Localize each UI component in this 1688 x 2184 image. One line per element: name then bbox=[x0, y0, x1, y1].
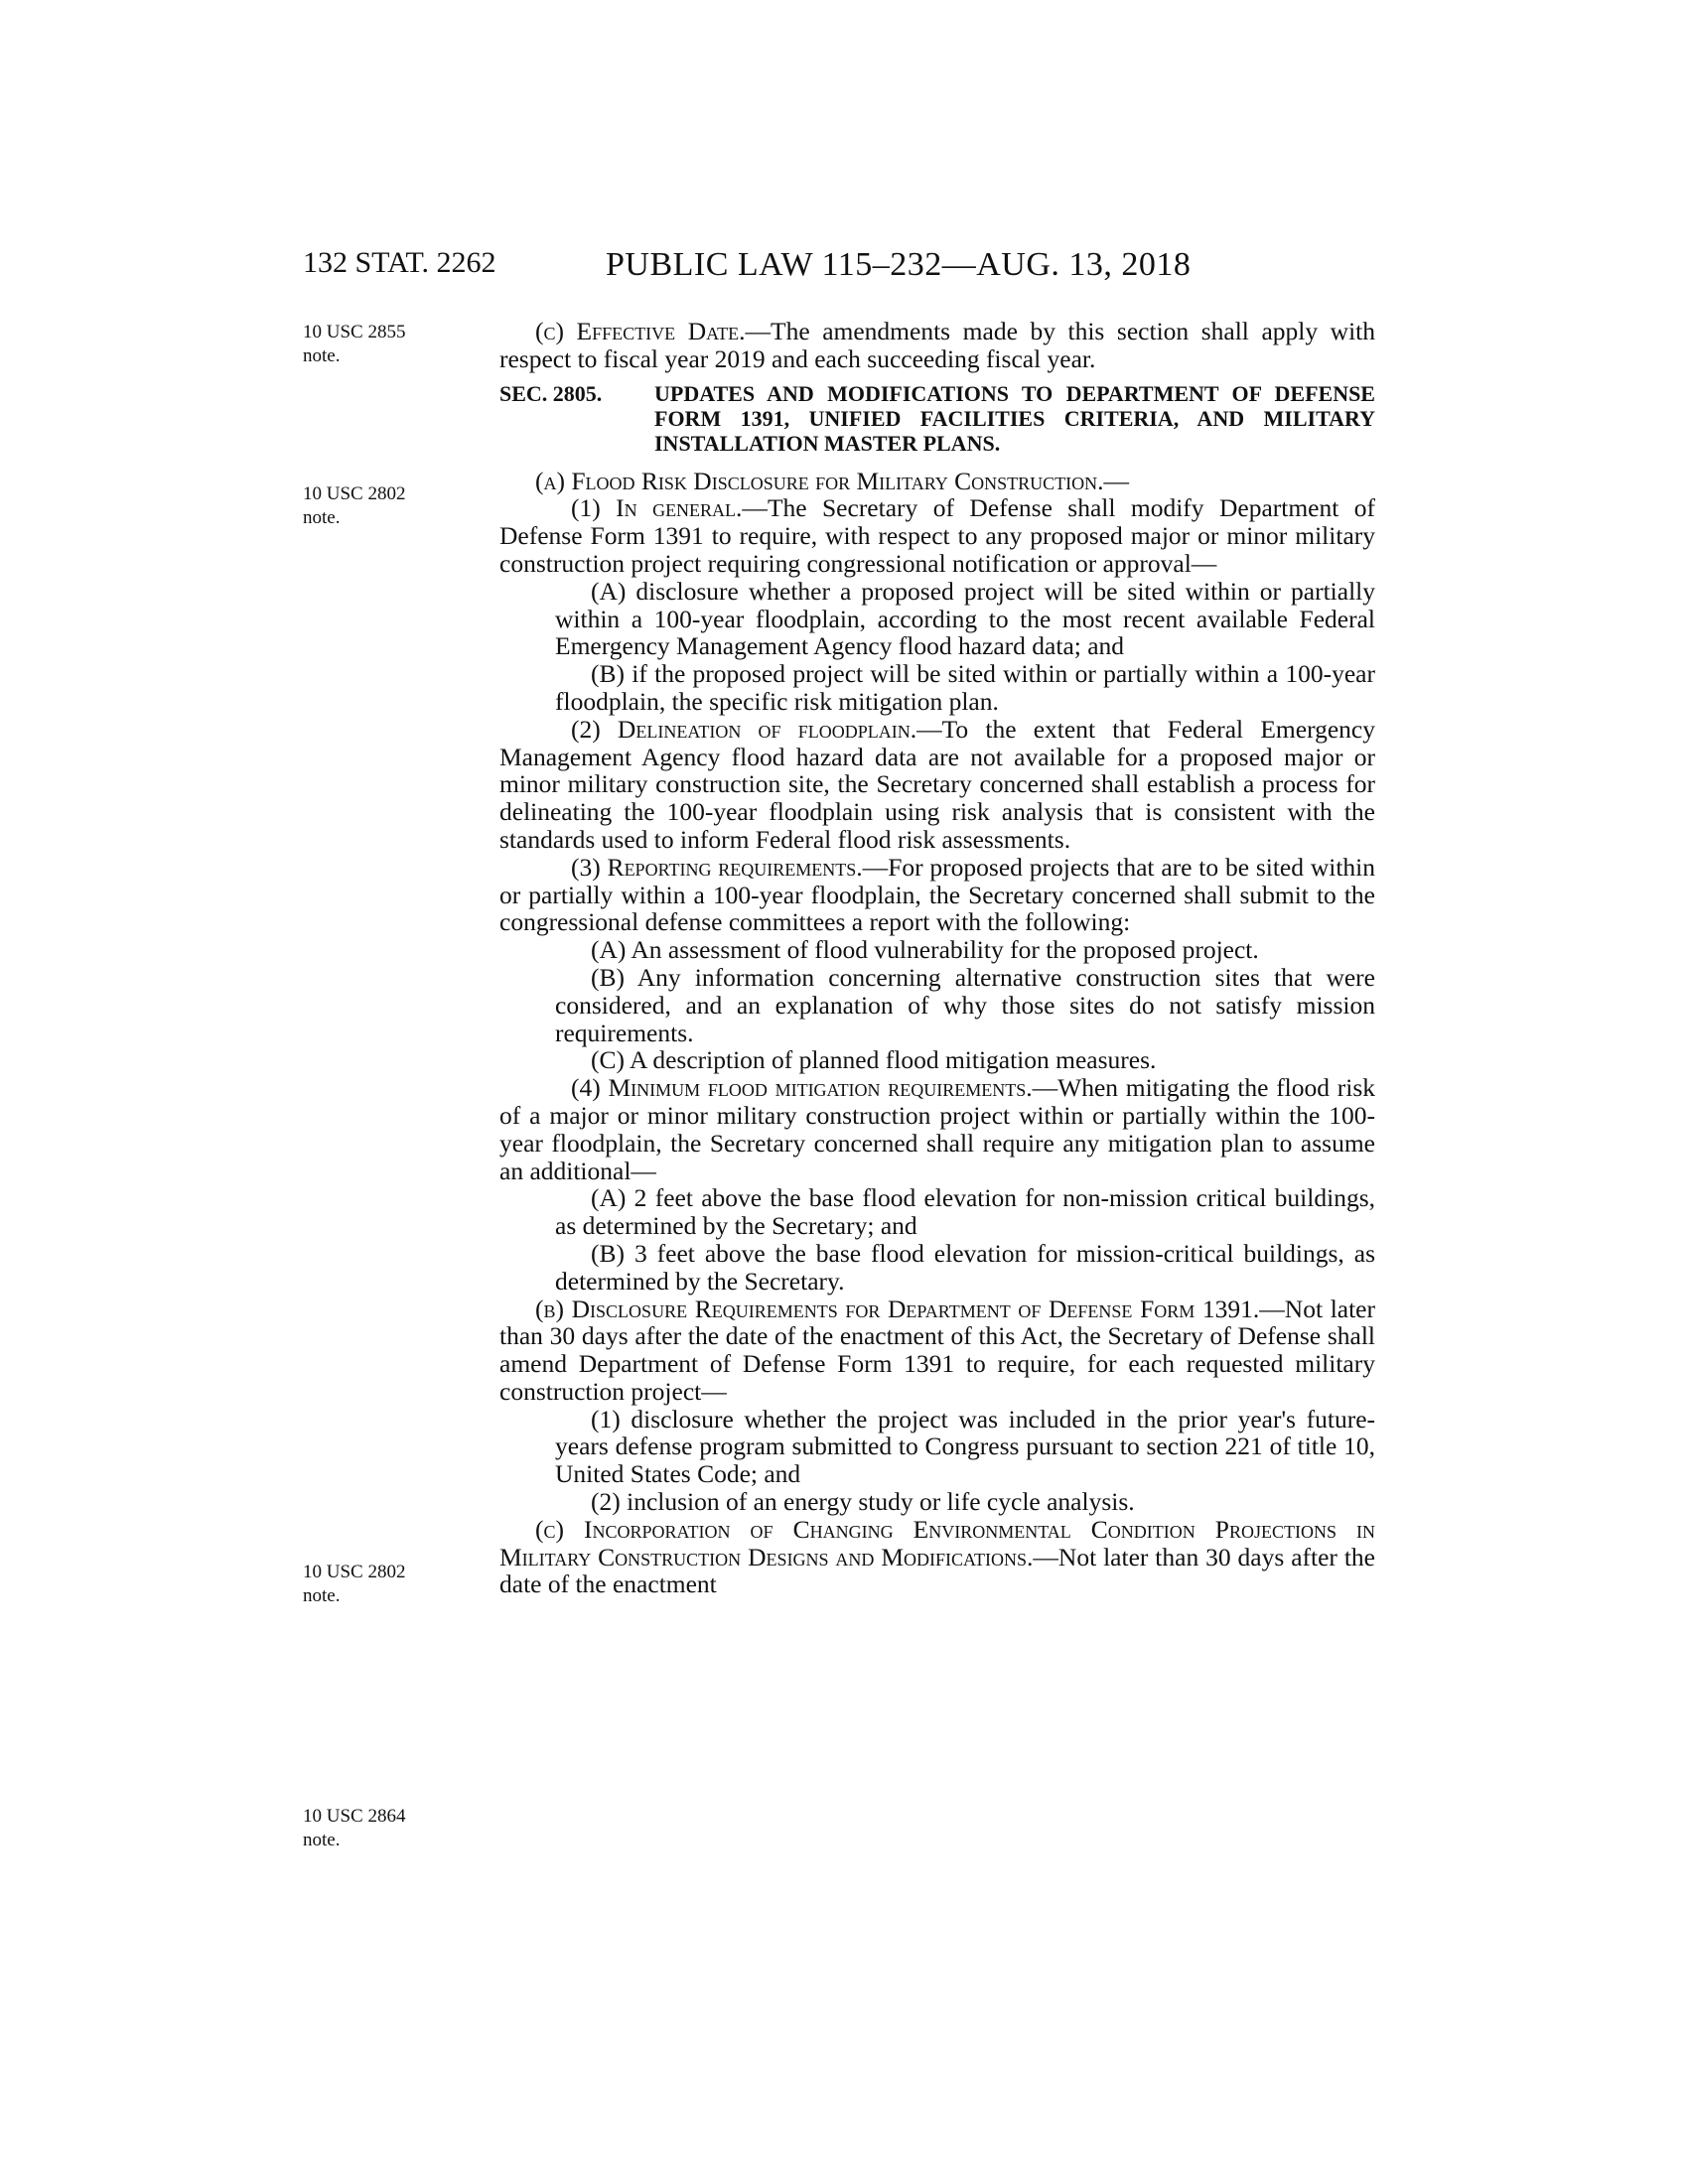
paragraph-b2: (2) inclusion of an energy study or life cycle analysis. bbox=[591, 1487, 1135, 1517]
paragraph-b1: (1) disclosure whether the project was included in the prior year's future-years defense program submitted to Congress pursuant to section 221 of title 10, United States Code; and bbox=[555, 1404, 1375, 1489]
paragraph-text: For proposed projects that are to be sited within or partially within a 100-year floodplain, the Secretary concerned shall submit to the congressional defense committees a report with the following: bbox=[499, 852, 1375, 937]
paragraph-heading: (c) Incorporation of Changing Environmental Condition Projections in Military Construction Designs and Modifications.— bbox=[499, 1514, 1375, 1571]
margin-note-citation: 10 USC 2802 bbox=[303, 483, 406, 504]
margin-note bbox=[303, 482, 452, 530]
paragraph-heading: (1) In general.— bbox=[571, 493, 768, 523]
margin-note-suffix: note. bbox=[303, 345, 341, 366]
paragraph-heading: (a) Flood Risk Disclosure for Military Construction.— bbox=[535, 466, 1129, 495]
paragraph-text: The Secretary of Defense shall modify Department of Defense Form 1391 to require, with respect to any proposed major or minor military construction project requiring congressional notification or approval— bbox=[499, 493, 1376, 578]
paragraph-heading: (3) Reporting requirements.— bbox=[571, 852, 889, 882]
margin-note bbox=[303, 1805, 452, 1852]
clause-a4A: (A) 2 feet above the base flood elevation for non-mission critical buildings, as determined by the Secretary; and bbox=[555, 1183, 1375, 1241]
paragraph-heading: (4) Minimum flood mitigation requirements.— bbox=[571, 1073, 1058, 1103]
page-title: PUBLIC LAW 115–232—AUG. 13, 2018 bbox=[606, 246, 1192, 283]
paragraph-heading: (b) Disclosure Requirements for Department of Defense Form 1391.— bbox=[535, 1294, 1285, 1323]
clause-a1A: (A) disclosure whether a proposed project will be sited within or partially within a 100-year floodplain, according to the most recent available Federal Emergency Management Agency flood hazard data; and bbox=[555, 576, 1375, 661]
paragraph-text: Not later than 30 days after the date of the enactment bbox=[499, 1542, 1375, 1599]
paragraph-heading: (2) Delineation of floodplain.— bbox=[571, 714, 942, 744]
paragraph-a3 bbox=[499, 854, 1375, 936]
subsection-b bbox=[499, 1296, 1375, 1406]
paragraph-a2 bbox=[499, 716, 1375, 854]
subsection-a-heading bbox=[499, 468, 1375, 495]
paragraph-c-effective-date bbox=[499, 318, 1375, 373]
margin-note-suffix: note. bbox=[303, 1585, 341, 1606]
margin-note-citation: 10 USC 2802 bbox=[303, 1562, 406, 1582]
clause-a4B: (B) 3 feet above the base flood elevation for mission-critical buildings, as determined by the Secretary. bbox=[555, 1238, 1375, 1296]
paragraph-a1 bbox=[499, 494, 1375, 577]
subsection-c bbox=[499, 1516, 1375, 1598]
section-number: SEC. 2805. bbox=[499, 380, 603, 406]
margin-note bbox=[303, 1561, 452, 1608]
margin-note-suffix: note. bbox=[303, 507, 341, 528]
paragraph-heading: (c) Effective Date.— bbox=[535, 317, 771, 345]
clause-a3C: (C) A description of planned flood mitigation measures. bbox=[591, 1045, 1157, 1075]
section-title: UPDATES AND MODIFICATIONS TO DEPARTMENT OF DEFENSE FORM 1391, UNIFIED FACILITIES CRITERIA, AND MILITARY INSTALLATION MASTER PLANS. bbox=[654, 380, 1375, 456]
margin-note-citation: 10 USC 2855 bbox=[303, 322, 406, 342]
paragraph-text: The amendments made by this section shall apply with respect to fiscal year 2019 and each succeeding fiscal year. bbox=[499, 317, 1376, 373]
paragraph-text: Not later than 30 days after the date of the enactment of this Act, the Secretary of Defense shall amend Department of Defense Form 1391 to require, for each requested military construction project— bbox=[499, 1294, 1375, 1406]
running-header bbox=[303, 246, 1395, 286]
paragraph-a4 bbox=[499, 1074, 1375, 1184]
document-body bbox=[499, 318, 1375, 1598]
clause-a3A: (A) An assessment of flood vulnerability for the proposed project. bbox=[591, 935, 1259, 965]
margin-note-citation: 10 USC 2864 bbox=[303, 1806, 406, 1827]
section-heading bbox=[499, 381, 1375, 456]
margin-note-suffix: note. bbox=[303, 1830, 341, 1850]
clause-a3B: (B) Any information concerning alternative construction sites that were considered, and an explanation of why those sites do not satisfy mission requirements. bbox=[555, 962, 1375, 1047]
clause-a1B: (B) if the proposed project will be sited within or partially within a 100-year floodplain, the specific risk mitigation plan. bbox=[555, 659, 1375, 716]
paragraph-text: To the extent that Federal Emergency Management Agency flood hazard data are not available for a proposed major or minor military construction site, the Secretary concerned shall establish a process for delineating the 100-year floodplain using risk analysis that is consistent with the standards used to inform Federal flood risk assessments. bbox=[499, 714, 1375, 854]
statute-page-number: 132 STAT. 2262 bbox=[303, 246, 496, 279]
paragraph-text: When mitigating the flood risk of a major or minor military construction project within or partially within the 100-year floodplain, the Secretary concerned shall require any mitigation plan to assume an additional— bbox=[499, 1073, 1375, 1185]
margin-note bbox=[303, 321, 452, 368]
